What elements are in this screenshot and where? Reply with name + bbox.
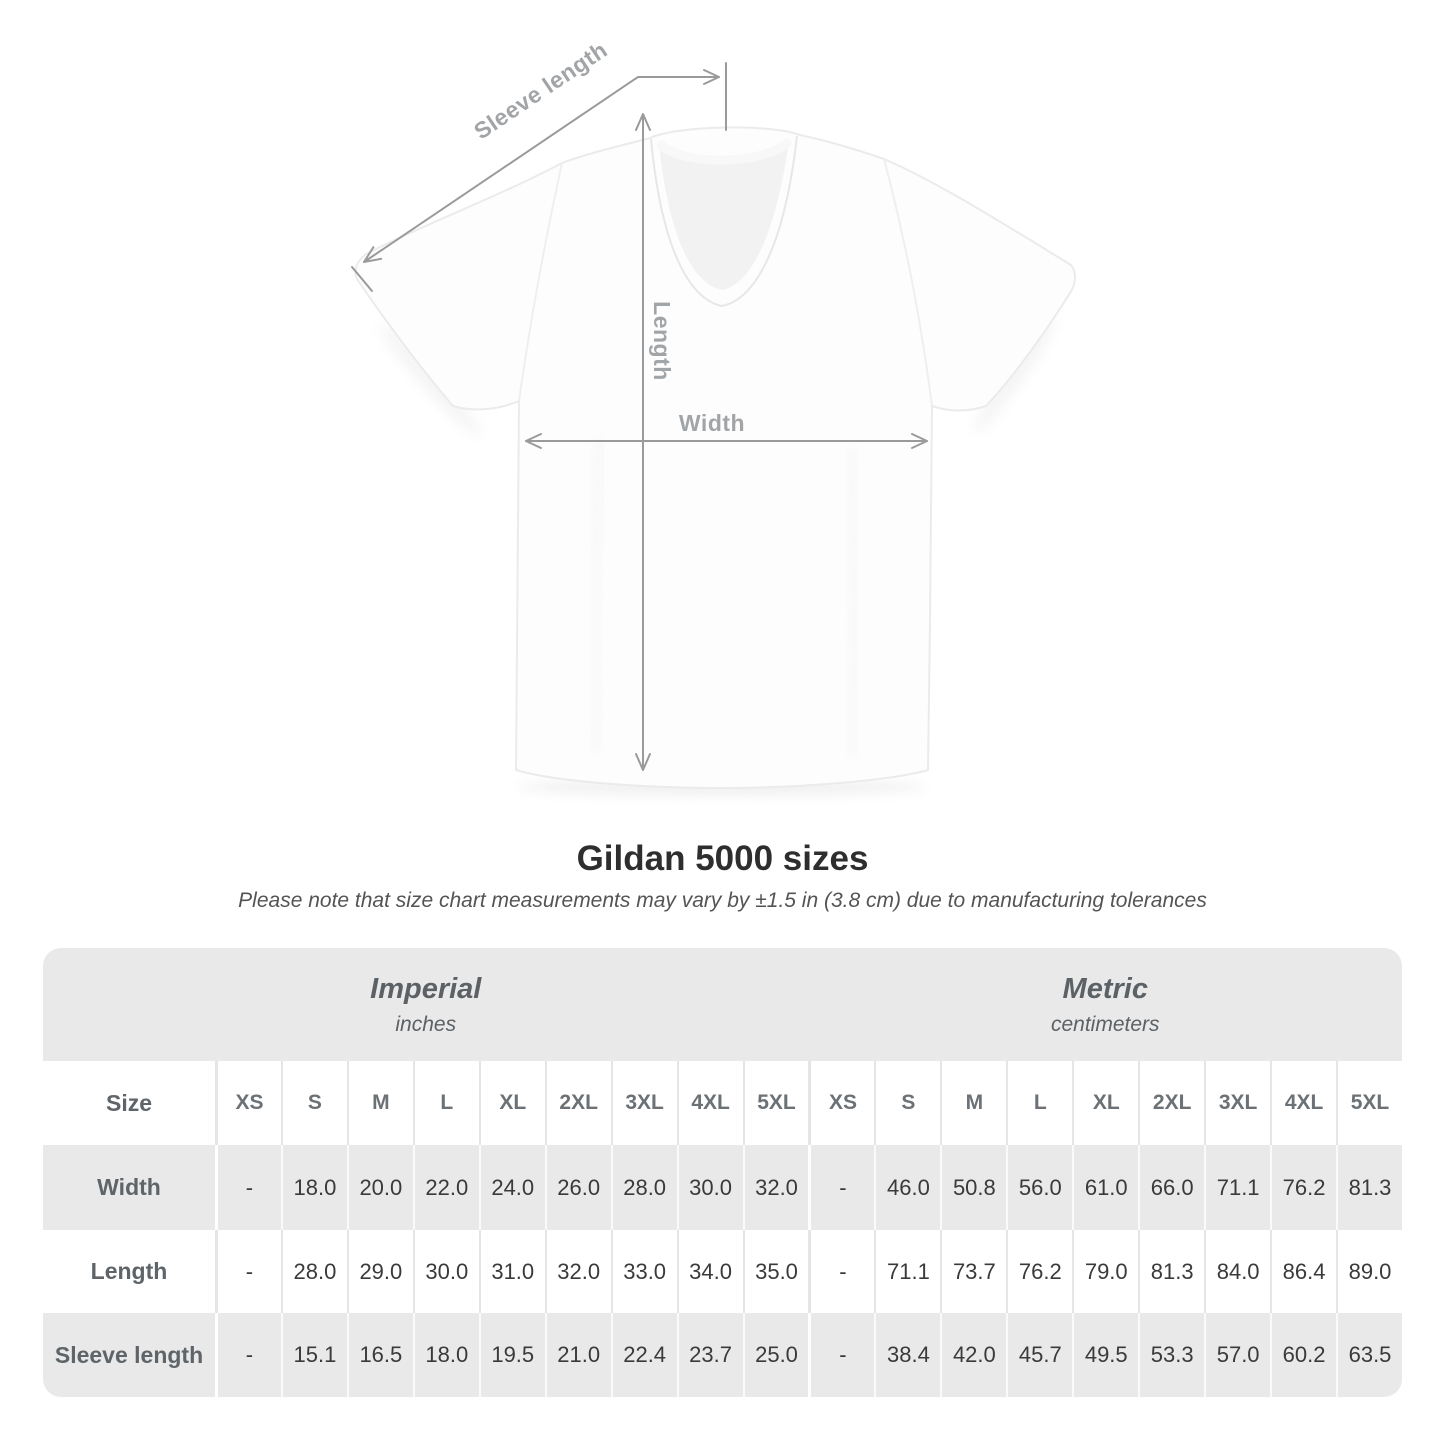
value-cell: 61.0	[1072, 1145, 1138, 1230]
value-cell: 84.0	[1204, 1230, 1270, 1313]
size-col-header-metric-2xl: 2XL	[1138, 1061, 1204, 1145]
value-cell: 25.0	[743, 1313, 809, 1397]
page-title: Gildan 5000 sizes	[576, 839, 869, 878]
value-cell: 79.0	[1072, 1230, 1138, 1313]
value-cell: 22.0	[413, 1145, 479, 1230]
size-col-header-metric-xl: XL	[1072, 1061, 1138, 1145]
value-cell: 73.7	[940, 1230, 1006, 1313]
value-cell: -	[215, 1313, 281, 1397]
value-cell: 30.0	[677, 1145, 743, 1230]
length-label: Length	[649, 301, 675, 381]
value-cell: 56.0	[1006, 1145, 1072, 1230]
imperial-title: Imperial	[370, 972, 482, 1005]
value-cell: -	[215, 1230, 281, 1313]
value-cell: -	[808, 1145, 874, 1230]
size-col-header-metric-3xl: 3XL	[1204, 1061, 1270, 1145]
table-row-width	[43, 1145, 1402, 1230]
metric-unit: centimeters	[1050, 1012, 1160, 1036]
width-label: Width	[678, 410, 746, 436]
value-cell: 31.0	[479, 1230, 545, 1313]
size-header-row	[43, 1061, 1402, 1145]
size-col-header-imperial-4xl: 4XL	[677, 1061, 743, 1145]
value-cell: 81.3	[1336, 1145, 1402, 1230]
size-col-header-imperial-5xl: 5XL	[743, 1061, 809, 1145]
value-cell: 86.4	[1270, 1230, 1336, 1313]
value-cell: 42.0	[940, 1313, 1006, 1397]
value-cell: 21.0	[545, 1313, 611, 1397]
value-cell: 30.0	[413, 1230, 479, 1313]
value-cell: 57.0	[1204, 1313, 1270, 1397]
table-rows	[43, 1061, 1402, 1397]
size-col-header-metric-xs: XS	[808, 1061, 874, 1145]
size-col-header-metric-s: S	[874, 1061, 940, 1145]
value-cell: 71.1	[1204, 1145, 1270, 1230]
value-cell: 19.5	[479, 1313, 545, 1397]
size-header-label: Size	[105, 1089, 153, 1116]
value-cell: 76.2	[1006, 1230, 1072, 1313]
unit-header-row	[43, 948, 1402, 1061]
value-cell: 89.0	[1336, 1230, 1402, 1313]
tshirt-graphic	[355, 127, 1075, 788]
value-cell: 46.0	[874, 1145, 940, 1230]
value-cell: 45.7	[1006, 1313, 1072, 1397]
row-label: Length	[90, 1258, 168, 1284]
size-col-header-metric-l: L	[1006, 1061, 1072, 1145]
imperial-unit: inches	[395, 1012, 457, 1036]
size-chart-table	[43, 948, 1402, 1397]
metric-title: Metric	[1062, 972, 1148, 1005]
value-cell: 26.0	[545, 1145, 611, 1230]
value-cell: 28.0	[611, 1145, 677, 1230]
value-cell: -	[808, 1313, 874, 1397]
value-cell: 22.4	[611, 1313, 677, 1397]
value-cell: 60.2	[1270, 1313, 1336, 1397]
value-cell: 53.3	[1138, 1313, 1204, 1397]
size-col-header-imperial-xl: XL	[479, 1061, 545, 1145]
value-cell: 34.0	[677, 1230, 743, 1313]
value-cell: 24.0	[479, 1145, 545, 1230]
size-col-header-metric-m: M	[940, 1061, 1006, 1145]
value-cell: 66.0	[1138, 1145, 1204, 1230]
value-cell: 15.1	[281, 1313, 347, 1397]
value-cell: -	[215, 1145, 281, 1230]
row-label: Sleeve length	[54, 1341, 204, 1368]
value-cell: 32.0	[743, 1145, 809, 1230]
sleeve-length-label: Sleeve length	[469, 36, 612, 145]
value-cell: 35.0	[743, 1230, 809, 1313]
size-col-header-metric-5xl: 5XL	[1336, 1061, 1402, 1145]
size-col-header-imperial-s: S	[281, 1061, 347, 1145]
value-cell: 50.8	[940, 1145, 1006, 1230]
table-row-sleeve-length	[43, 1313, 1402, 1397]
value-cell: 29.0	[347, 1230, 413, 1313]
value-cell: 32.0	[545, 1230, 611, 1313]
value-cell: 33.0	[611, 1230, 677, 1313]
value-cell: 20.0	[347, 1145, 413, 1230]
value-cell: 71.1	[874, 1230, 940, 1313]
value-cell: 49.5	[1072, 1313, 1138, 1397]
value-cell: 28.0	[281, 1230, 347, 1313]
value-cell: 23.7	[677, 1313, 743, 1397]
size-col-header-imperial-l: L	[413, 1061, 479, 1145]
value-cell: 63.5	[1336, 1313, 1402, 1397]
value-cell: 81.3	[1138, 1230, 1204, 1313]
size-col-header-imperial-3xl: 3XL	[611, 1061, 677, 1145]
size-col-header-imperial-m: M	[347, 1061, 413, 1145]
size-col-header-imperial-2xl: 2XL	[545, 1061, 611, 1145]
table-row-length	[43, 1230, 1402, 1313]
value-cell: 16.5	[347, 1313, 413, 1397]
tolerance-note: Please note that size chart measurements may vary by ±1.5 in (3.8 cm) due to manufacturing tolerances	[238, 889, 1207, 912]
value-cell: 76.2	[1270, 1145, 1336, 1230]
value-cell: 38.4	[874, 1313, 940, 1397]
value-cell: 18.0	[413, 1313, 479, 1397]
size-col-header-metric-4xl: 4XL	[1270, 1061, 1336, 1145]
value-cell: 18.0	[281, 1145, 347, 1230]
metric-header	[809, 948, 1403, 1061]
imperial-header	[43, 948, 809, 1061]
row-label: Width	[97, 1174, 161, 1200]
value-cell: -	[808, 1230, 874, 1313]
size-col-header-imperial-xs: XS	[215, 1061, 281, 1145]
